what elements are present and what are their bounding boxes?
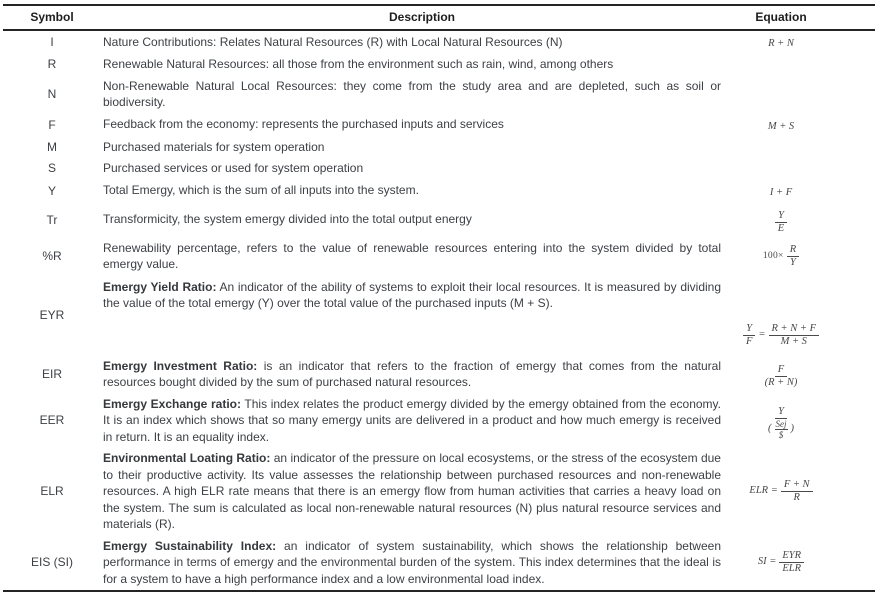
description-text: Non-Renewable Natural Local Resources: they come from the study area and are depleted, such as soil or biodiversity. <box>103 78 721 109</box>
symbol-cell: Y <box>47 183 56 198</box>
row-F <box>3 114 875 137</box>
description-cell <box>101 356 743 394</box>
equation-cell <box>743 158 875 180</box>
equation-cell <box>743 276 875 356</box>
row-R <box>3 54 875 76</box>
description-cell <box>101 536 743 592</box>
equation-cell <box>743 30 875 54</box>
description-cell <box>101 180 743 203</box>
term-bold: Emergy Sustainability Index: <box>103 538 277 553</box>
row-S <box>3 158 875 180</box>
description-cell <box>101 76 743 114</box>
fraction: Y ( $\frac{\text{Sej}}{\$}$ ) <box>768 405 794 440</box>
term-bold: Emergy Investment Ratio: <box>103 358 258 373</box>
fraction: $\frac{F}{(R + N)}$ <box>764 364 798 389</box>
description-text: Purchased services or used for system operation <box>103 161 364 175</box>
fraction: $\frac{R + N + F}{M + S}$ <box>769 323 820 348</box>
header-row <box>3 5 875 30</box>
equation-cell <box>743 536 875 592</box>
row-EER <box>3 394 875 449</box>
description-text: Feedback from the economy: represents the purchased inputs and services <box>103 117 504 132</box>
symbol-cell: Tr <box>46 212 58 227</box>
symbol-cell: %R <box>42 249 62 264</box>
equation-cell <box>743 137 875 159</box>
row-ELR <box>3 448 875 536</box>
equation-cell <box>743 114 875 137</box>
equation-cell <box>743 203 875 238</box>
equation <box>762 364 801 389</box>
row-Y <box>3 180 875 203</box>
col-header-symbol: Symbol <box>3 5 101 30</box>
description-text: Purchased materials for system operation <box>103 139 325 154</box>
description-cell <box>101 203 743 238</box>
description-cell <box>101 238 743 276</box>
equation: 100× $\frac{R}{Y}$ <box>763 244 799 269</box>
equation: ( $\frac{\text{Sej}}{\$}$ ) <box>768 418 794 440</box>
description-cell <box>101 54 743 76</box>
description-cell <box>101 137 743 159</box>
term-bold: Emergy Exchange ratio: <box>103 396 241 411</box>
equation-cell <box>743 180 875 203</box>
description-text: Renewable Natural Resources: all those from the environment such as rain, wind, among others <box>103 57 614 71</box>
row-M <box>3 137 875 159</box>
fraction: $\frac{Y}{F}$ <box>743 323 755 348</box>
row-pctR <box>3 238 875 276</box>
description-text: Transformicity, the system emergy divided into the total output energy <box>103 212 472 227</box>
emergy-symbols-table <box>3 4 875 592</box>
symbol-cell: I <box>50 35 54 49</box>
term-bold: Emergy Yield Ratio: <box>103 279 217 294</box>
equation: I + F <box>769 186 793 198</box>
table-header <box>3 5 875 30</box>
equation-cell <box>743 394 875 449</box>
description-cell <box>101 158 743 180</box>
fraction: $\frac{\text{EYR}}{\text{ELR}}$ <box>779 550 804 575</box>
equation: $\frac{Y}{F}$ = $\frac{R + N + F}{M + S}$ <box>743 323 819 348</box>
equation-cell <box>743 54 875 76</box>
equation-cell <box>743 448 875 536</box>
fraction: $\frac{\text{Sej}}{\$}$ <box>775 418 787 440</box>
description-text: This index relates the product emergy divided by the emergy obtained from the economy. It is an index which shows that so many emergy units are delivered in a product and how much emergy is received in return. It is an equality index. <box>103 396 721 444</box>
description-text: is an indicator that refers to the fraction of emergy that comes from the natural resources bought divided by the sum of purchased natural resources. <box>103 358 721 390</box>
equation: SI = $\frac{\text{EYR}}{\text{ELR}}$ <box>758 550 804 575</box>
symbol-cell: EIS (SI) <box>30 555 73 570</box>
row-EYR <box>3 276 875 356</box>
symbol-cell: R <box>47 57 57 72</box>
description-text: an indicator of system sustainability, which shows the relationship between performance in terms of emergy and the environmental burden of the system. This index determines that the ideal is for a system to have a high performance index and a low environmental load index. <box>103 538 721 586</box>
fraction: $\frac{Y}{E}$ <box>775 210 787 235</box>
description-cell <box>101 276 743 356</box>
symbol-cell: EIR <box>41 367 62 382</box>
fraction: $\frac{F + N}{R}$ <box>781 479 813 504</box>
description-cell <box>101 114 743 137</box>
row-N <box>3 76 875 114</box>
description-cell <box>101 394 743 449</box>
equation-cell <box>743 238 875 276</box>
symbol-cell: EER <box>39 413 65 428</box>
table-body <box>3 30 875 591</box>
symbol-cell: F <box>48 117 56 132</box>
row-EIS-SI <box>3 536 875 592</box>
col-header-description: Description <box>101 5 743 30</box>
row-EIR <box>3 356 875 394</box>
description-text: Total Emergy, which is the sum of all inputs into the system. <box>103 183 419 198</box>
description-text: Nature Contributions: Relates Natural Resources (R) with Local Natural Resources (N) <box>103 34 563 49</box>
term-bold: Environmental Loating Ratio: <box>103 451 271 466</box>
description-text: Renewability percentage, refers to the value of renewable resources entering into the system divided by total emergy value. <box>103 240 721 272</box>
symbol-cell: ELR <box>40 484 64 499</box>
col-header-equation: Equation <box>743 5 875 30</box>
symbol-cell: EYR <box>39 308 65 323</box>
description-text: an indicator of the pressure on local ecosystems, or the stress of the ecosystem due to their productive activity. Its value assesses the relationship between purchased resources and non-renewable resources. A high ELR rate means that there is an emergy flow from human activities that carries a heavy load on the system. The sum is calculated as local non-renewable natural resources (N) plus natural resource services and materials (R). <box>103 451 721 532</box>
equation: R + N <box>768 38 794 49</box>
row-I <box>3 30 875 54</box>
symbol-cell: N <box>47 87 57 101</box>
fraction: $\frac{R}{Y}$ <box>787 244 799 269</box>
equation: ELR = $\frac{F + N}{R}$ <box>749 479 812 504</box>
symbol-cell: S <box>47 161 56 176</box>
description-cell <box>101 30 743 54</box>
symbol-cell: M <box>47 139 57 154</box>
description-cell <box>101 448 743 536</box>
description-text: An indicator of the ability of systems to exploit their local resources. It is measured by dividing the value of the total emergy (Y) over the total value of the purchased inputs (M + S). <box>103 279 722 311</box>
equation: M + S <box>767 120 795 132</box>
row-Tr <box>3 203 875 238</box>
equation-cell <box>743 356 875 394</box>
equation <box>765 406 797 441</box>
equation-cell <box>743 76 875 114</box>
equation <box>775 210 787 235</box>
